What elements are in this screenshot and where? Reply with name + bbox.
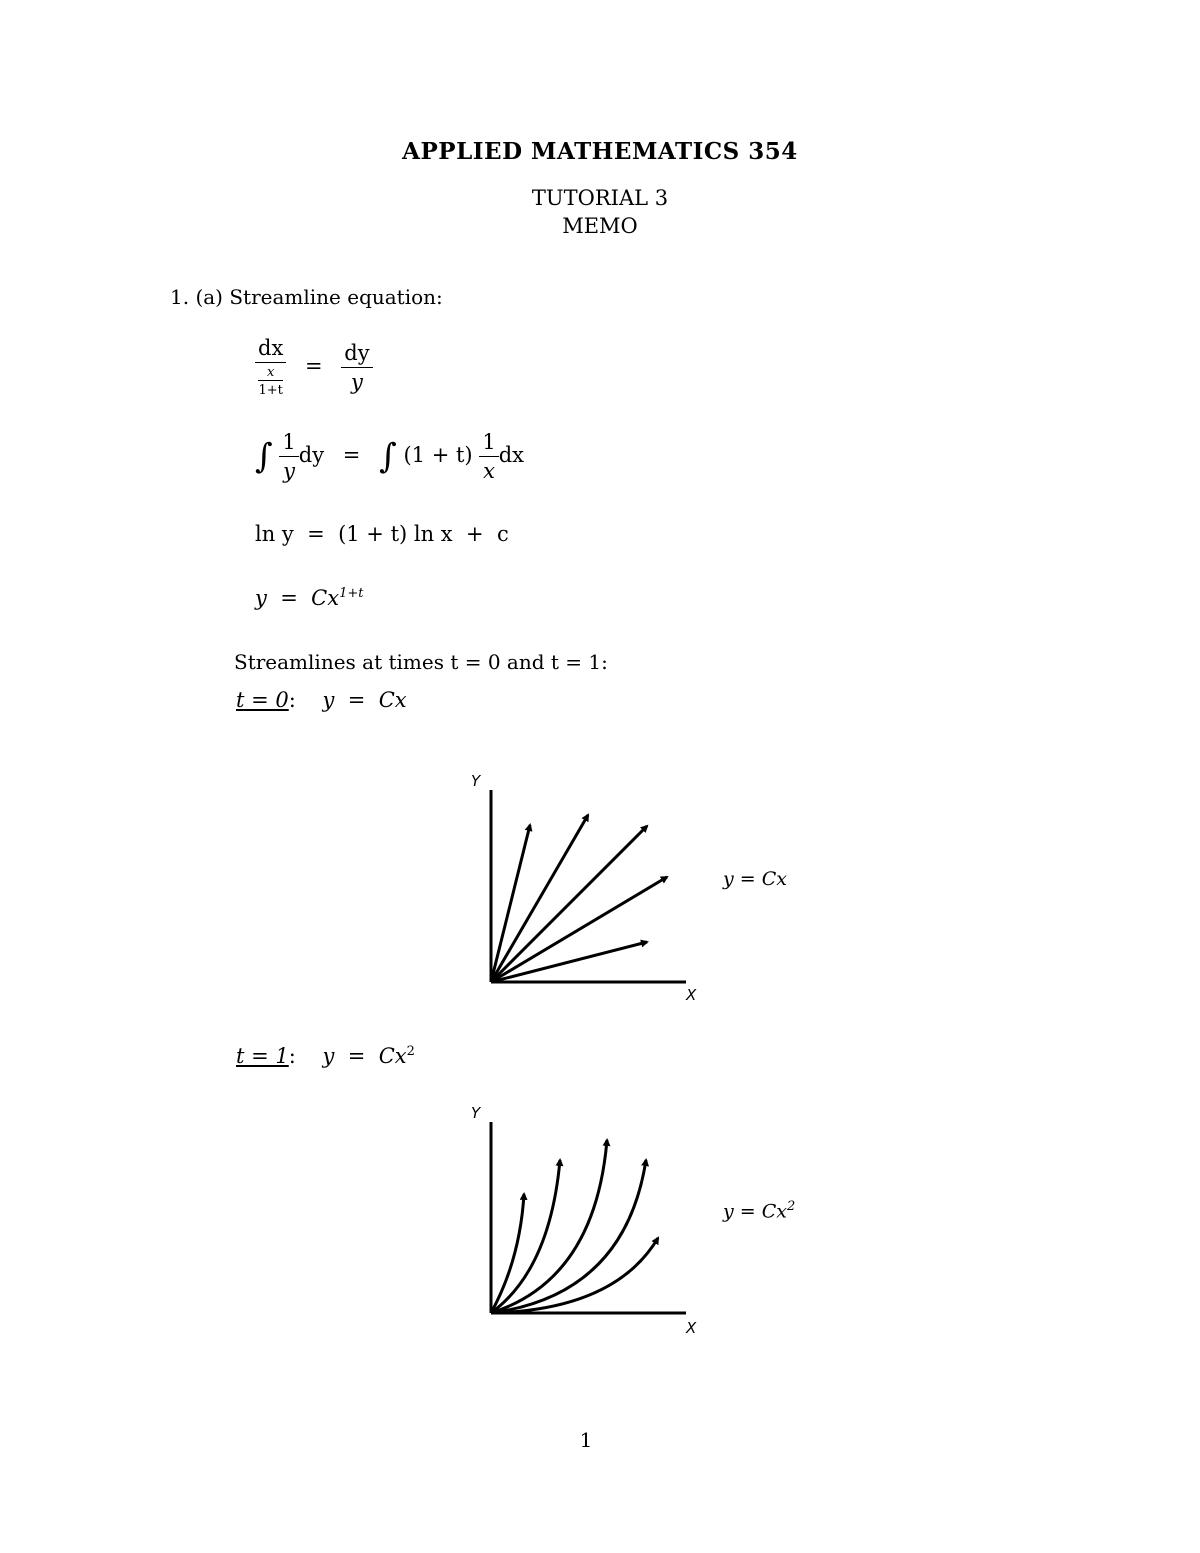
eq2-frac2-num: 1 xyxy=(479,430,498,457)
plot2-legend-base: y = Cx xyxy=(723,1200,787,1223)
plot2-legend-exp: 2 xyxy=(787,1199,796,1214)
plot2-x-label: X xyxy=(686,1319,697,1337)
case-t1-label: t = 1 xyxy=(236,1044,289,1068)
eq2-frac2-den: x xyxy=(483,459,495,483)
tutorial-label: TUTORIAL 3 xyxy=(531,186,669,210)
eq1-left-numerator: dx xyxy=(255,336,286,363)
eq4-exponent: 1+t xyxy=(339,586,364,601)
eq1-nested-num: x xyxy=(258,365,282,381)
eq2-dx: dx xyxy=(498,443,524,467)
eq2-factor: (1 + t) xyxy=(403,443,473,467)
plot1-y-label: Y xyxy=(471,772,481,790)
memo-label: MEMO xyxy=(562,214,638,238)
plot2-y-label: Y xyxy=(471,1104,481,1122)
eq1-equals: = xyxy=(304,353,323,378)
eq1-nested-den: 1+t xyxy=(258,383,283,398)
equation-3: ln y = (1 + t) ln x + c xyxy=(255,522,509,546)
question-heading-text: Streamline equation: xyxy=(229,285,443,309)
case-t1-colon: : xyxy=(288,1044,296,1068)
question-part: (a) xyxy=(195,285,223,309)
eq2-frac1-num: 1 xyxy=(279,430,298,457)
eq1-right-numerator: dy xyxy=(341,341,372,368)
eq4-base: y = Cx xyxy=(255,586,340,610)
plot1-x-label: X xyxy=(686,986,697,1004)
plot2-curve-1 xyxy=(491,1194,524,1313)
streamlines-text: Streamlines at times t = 0 and t = 1: xyxy=(234,650,608,674)
page-number: 1 xyxy=(579,1428,593,1452)
eq1-right-denominator: y xyxy=(351,369,363,394)
integral-sign: ∫ xyxy=(255,436,273,477)
case-t1-eq: y = Cx xyxy=(322,1044,407,1068)
case-t0-colon: : xyxy=(288,688,296,712)
case-t1-exp: 2 xyxy=(406,1044,415,1059)
eq2-equals: = xyxy=(342,443,361,467)
plot2-legend xyxy=(723,1199,795,1222)
integral-sign-2: ∫ xyxy=(379,436,397,477)
eq2-frac1-den: y xyxy=(283,459,296,483)
plot1-legend: y = Cx xyxy=(723,868,787,890)
case-t0-eq: y = Cx xyxy=(322,688,407,712)
document-title: APPLIED MATHEMATICS 354 xyxy=(402,138,798,165)
eq2-dy: dy xyxy=(298,443,325,467)
question-number: 1. xyxy=(170,285,190,309)
case-t0-label: t = 0 xyxy=(236,688,289,712)
